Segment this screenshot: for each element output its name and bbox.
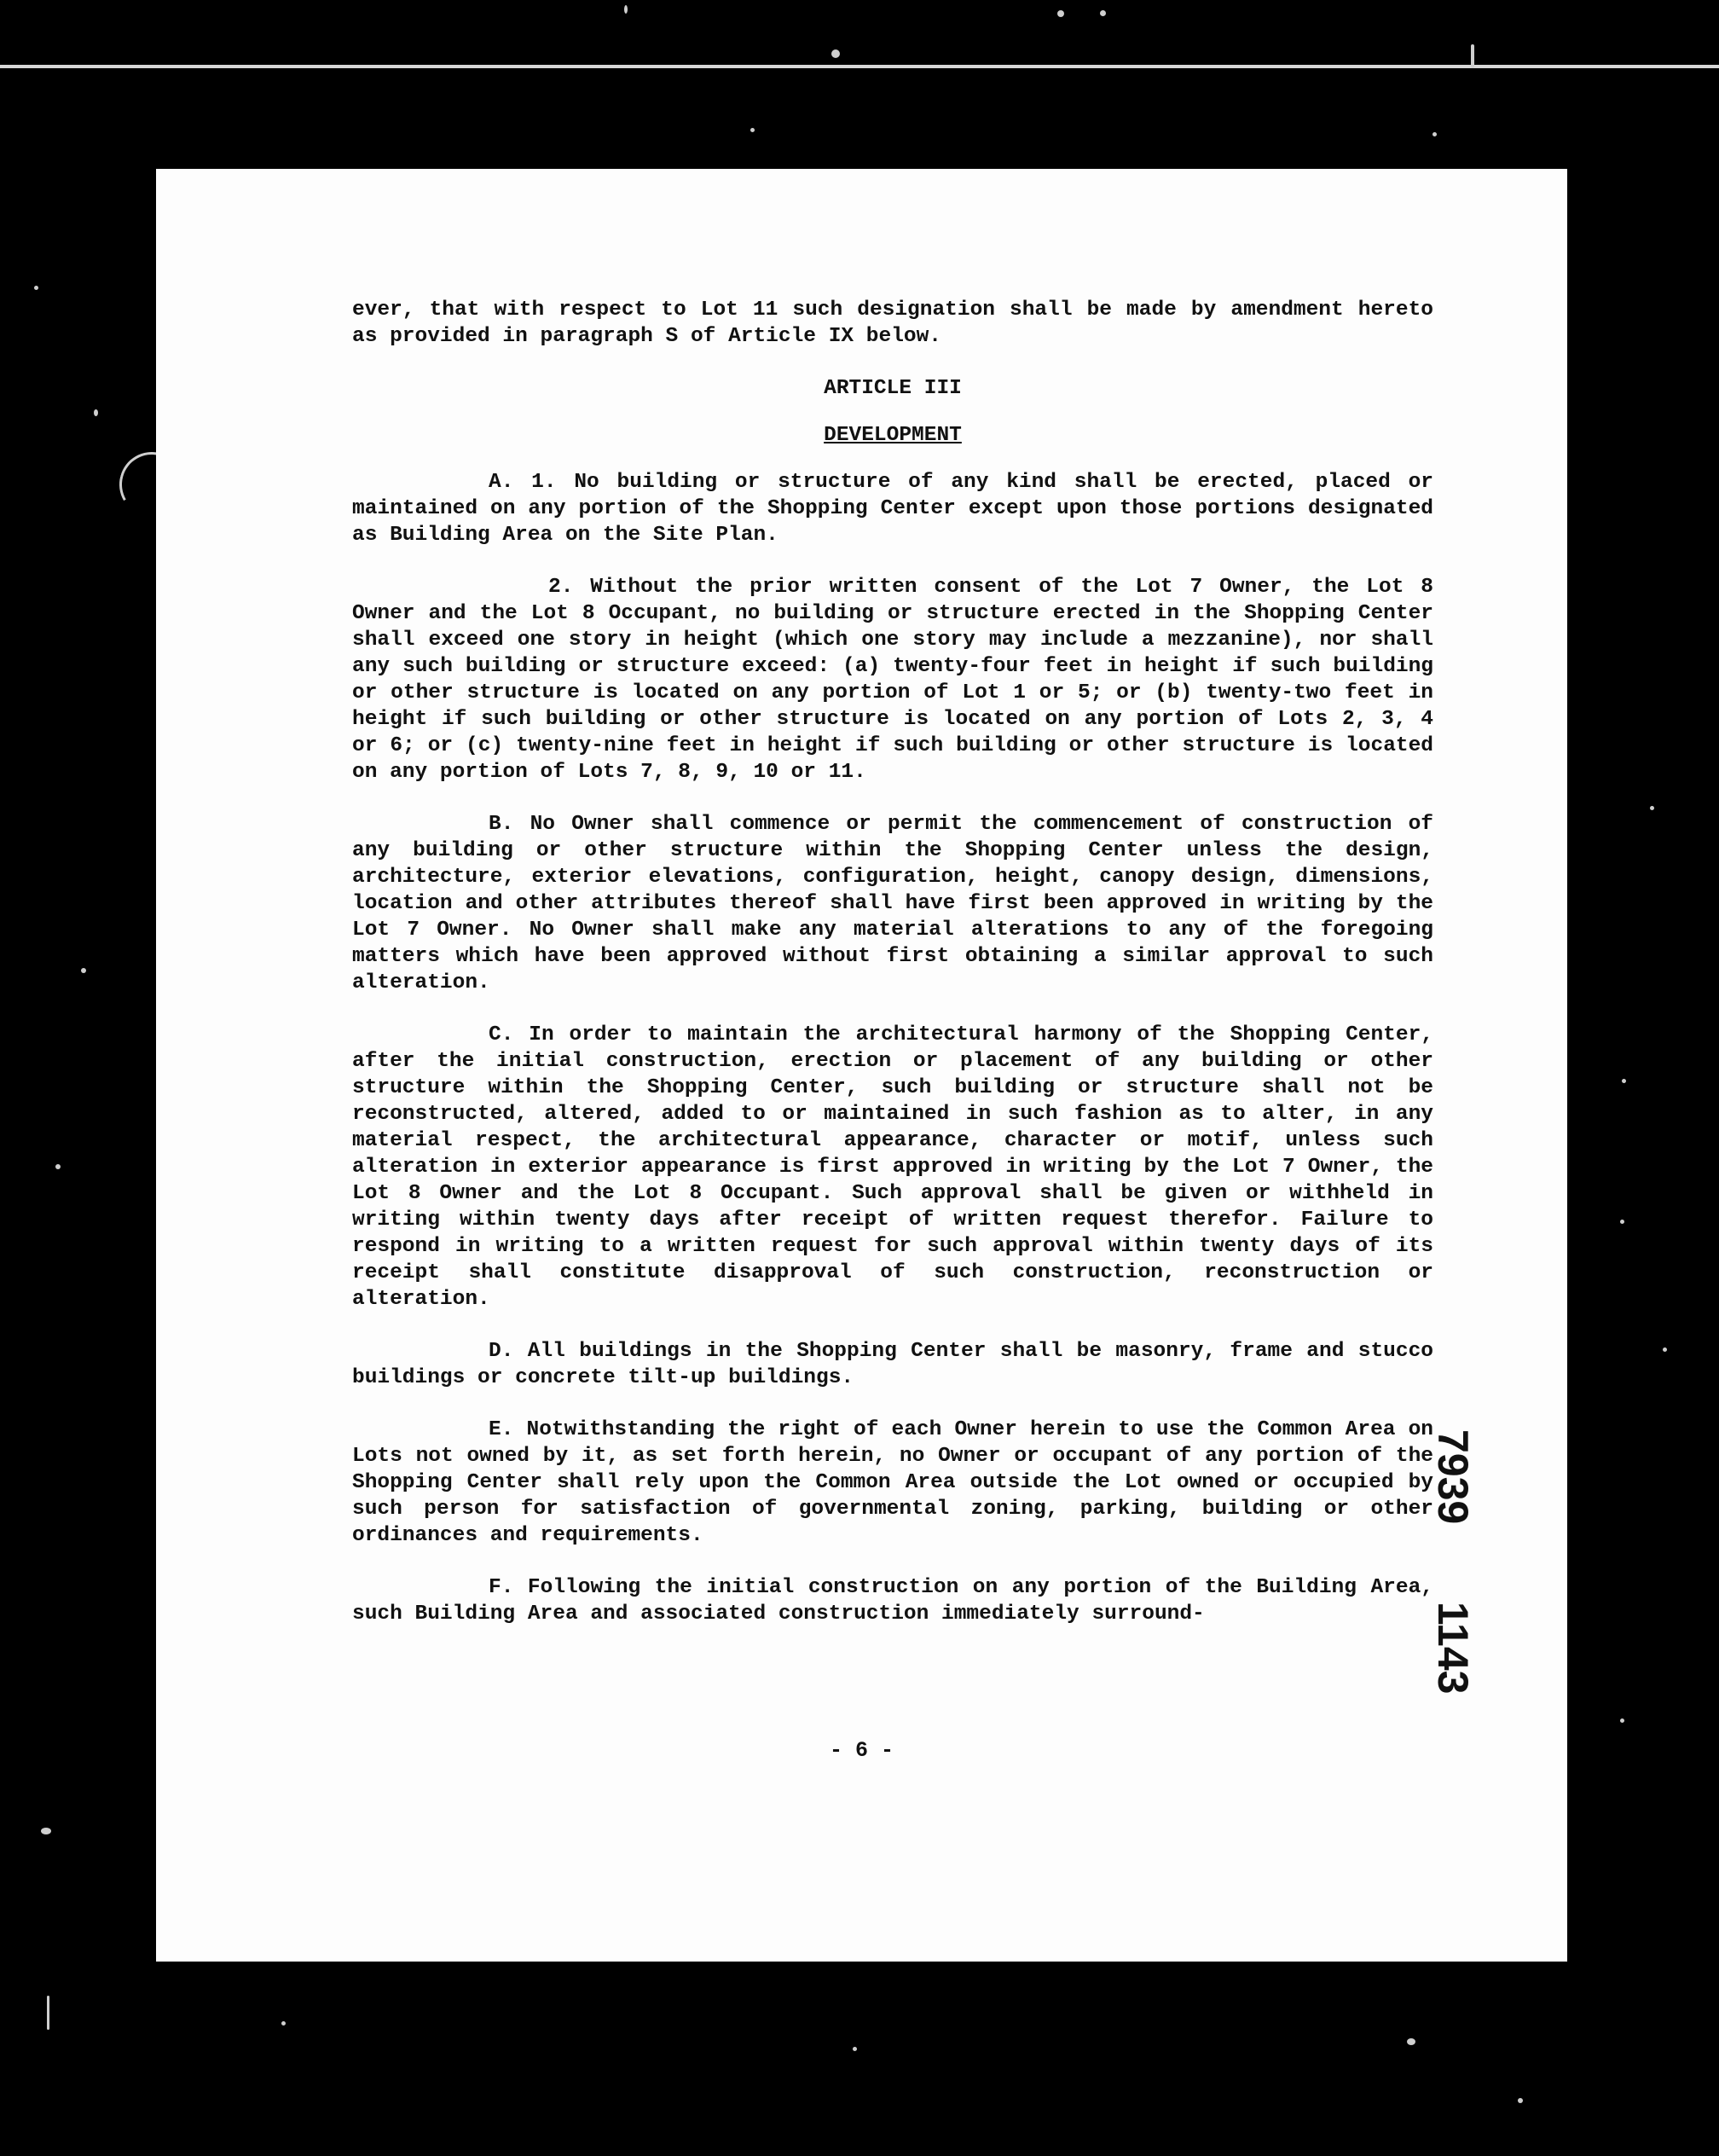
scan-speck: [55, 1164, 61, 1169]
section-heading: DEVELOPMENT: [824, 424, 962, 447]
recording-stamp: [1428, 1423, 1488, 1747]
continued-paragraph: ever, that with respect to Lot 11 such designation shall be made by amendment hereto as provided in paragraph S of Article IX below.: [352, 298, 1433, 348]
scan-speck: [624, 5, 628, 14]
scan-speck: [34, 286, 38, 290]
paragraph-a2: 2. Without the prior written consent of the Lot 7 Owner, the Lot 8 Owner and the Lot 8 Occupant, no building or structure erected in the Shopping Center shall exceed one story in height (which one story may include a mezzanine), nor shall any such building or structure exceed: (a) twenty-four feet in height if such building or other structure is located on any portion of Lot 1 or 5; or (b) twenty-two feet in height if such building or other structure is located on any portion of Lots 2, 3, 4 or 6; or (c) twenty-nine feet in height if such building or other structure is located on any portion of Lots 7, 8, 9, 10 or 11.: [352, 576, 1433, 784]
scan-speck: [831, 49, 840, 58]
scan-speck: [1471, 44, 1474, 68]
scan-speck: [853, 2047, 857, 2051]
top-scan-edge: [0, 65, 1719, 68]
paragraph-d: D. All buildings in the Shopping Center shall be masonry, frame and stucco buildings or concrete tilt-up buildings.: [352, 1340, 1433, 1389]
scan-speck: [1620, 1220, 1624, 1224]
scan-speck: [1100, 10, 1106, 16]
scan-speck: [47, 1996, 49, 2030]
scan-speck: [750, 128, 755, 132]
article-heading: ARTICLE III: [824, 377, 962, 400]
scan-speck: [81, 968, 86, 973]
paragraph-f: F. Following the initial construction on any portion of the Building Area, such Building Area and associated construction immediately surround-: [352, 1576, 1433, 1626]
scan-speck: [1407, 2038, 1415, 2045]
scan-speck: [1650, 806, 1654, 810]
scan-speck: [1432, 132, 1437, 136]
scan-speck: [1620, 1718, 1624, 1723]
paragraph-b: B. No Owner shall commence or permit the commencement of construction of any building or other structure within the Shopping Center unless the design, architecture, exterior elevations, configuration, height, canopy design, dimensions, location and other attributes thereof shall have first been approved in writing by the Lot 7 Owner. No Owner shall make any material alterations to any of the foregoing matters which have been approved without first obtaining a similar approval to such alteration.: [352, 813, 1433, 994]
scan-speck: [1518, 2098, 1523, 2103]
scan-speck: [41, 1828, 51, 1834]
scan-speck: [1057, 10, 1064, 17]
page-number: - 6 -: [829, 1738, 894, 1763]
document-page: [156, 169, 1567, 1962]
paragraph-c: C. In order to maintain the architectural harmony of the Shopping Center, after the initial construction, erection or placement of any building or other structure within the Shopping Center, such building or structure shall not be reconstructed, altered, added to or maintained in such fashion as to alter, in any material respect, the architectural appearance, character or motif, unless such alteration in exterior appearance is first approved in writing by the Lot 7 Owner, the Lot 8 Owner and the Lot 8 Occupant. Such approval shall be given or withheld in writing within twenty days after receipt of written request therefor. Failure to respond in writing to a written request for such approval within twenty days of its receipt shall constitute disapproval of such construction, reconstruction or alteration.: [352, 1023, 1433, 1311]
stamp-page-number: 1143: [1429, 1602, 1477, 1695]
scan-speck: [94, 409, 98, 416]
paragraph-e: E. Notwithstanding the right of each Owner herein to use the Common Area on Lots not owned by it, as set forth herein, no Owner or occupant of any portion of the Shopping Center shall rely upon the Common Area outside the Lot owned or occupied by such person for satisfaction of governmental zoning, parking, building or other ordinances and requirements.: [352, 1418, 1433, 1547]
stamp-book-number: 7939: [1429, 1429, 1477, 1525]
paragraph-a1: A. 1. No building or structure of any kind shall be erected, placed or maintained on any portion of the Shopping Center except upon those portions designated as Building Area on the Site Plan.: [352, 471, 1433, 547]
scan-speck: [1622, 1079, 1626, 1083]
scan-speck: [1663, 1348, 1667, 1352]
document-body: [352, 297, 1433, 1653]
scan-speck: [281, 2021, 286, 2026]
